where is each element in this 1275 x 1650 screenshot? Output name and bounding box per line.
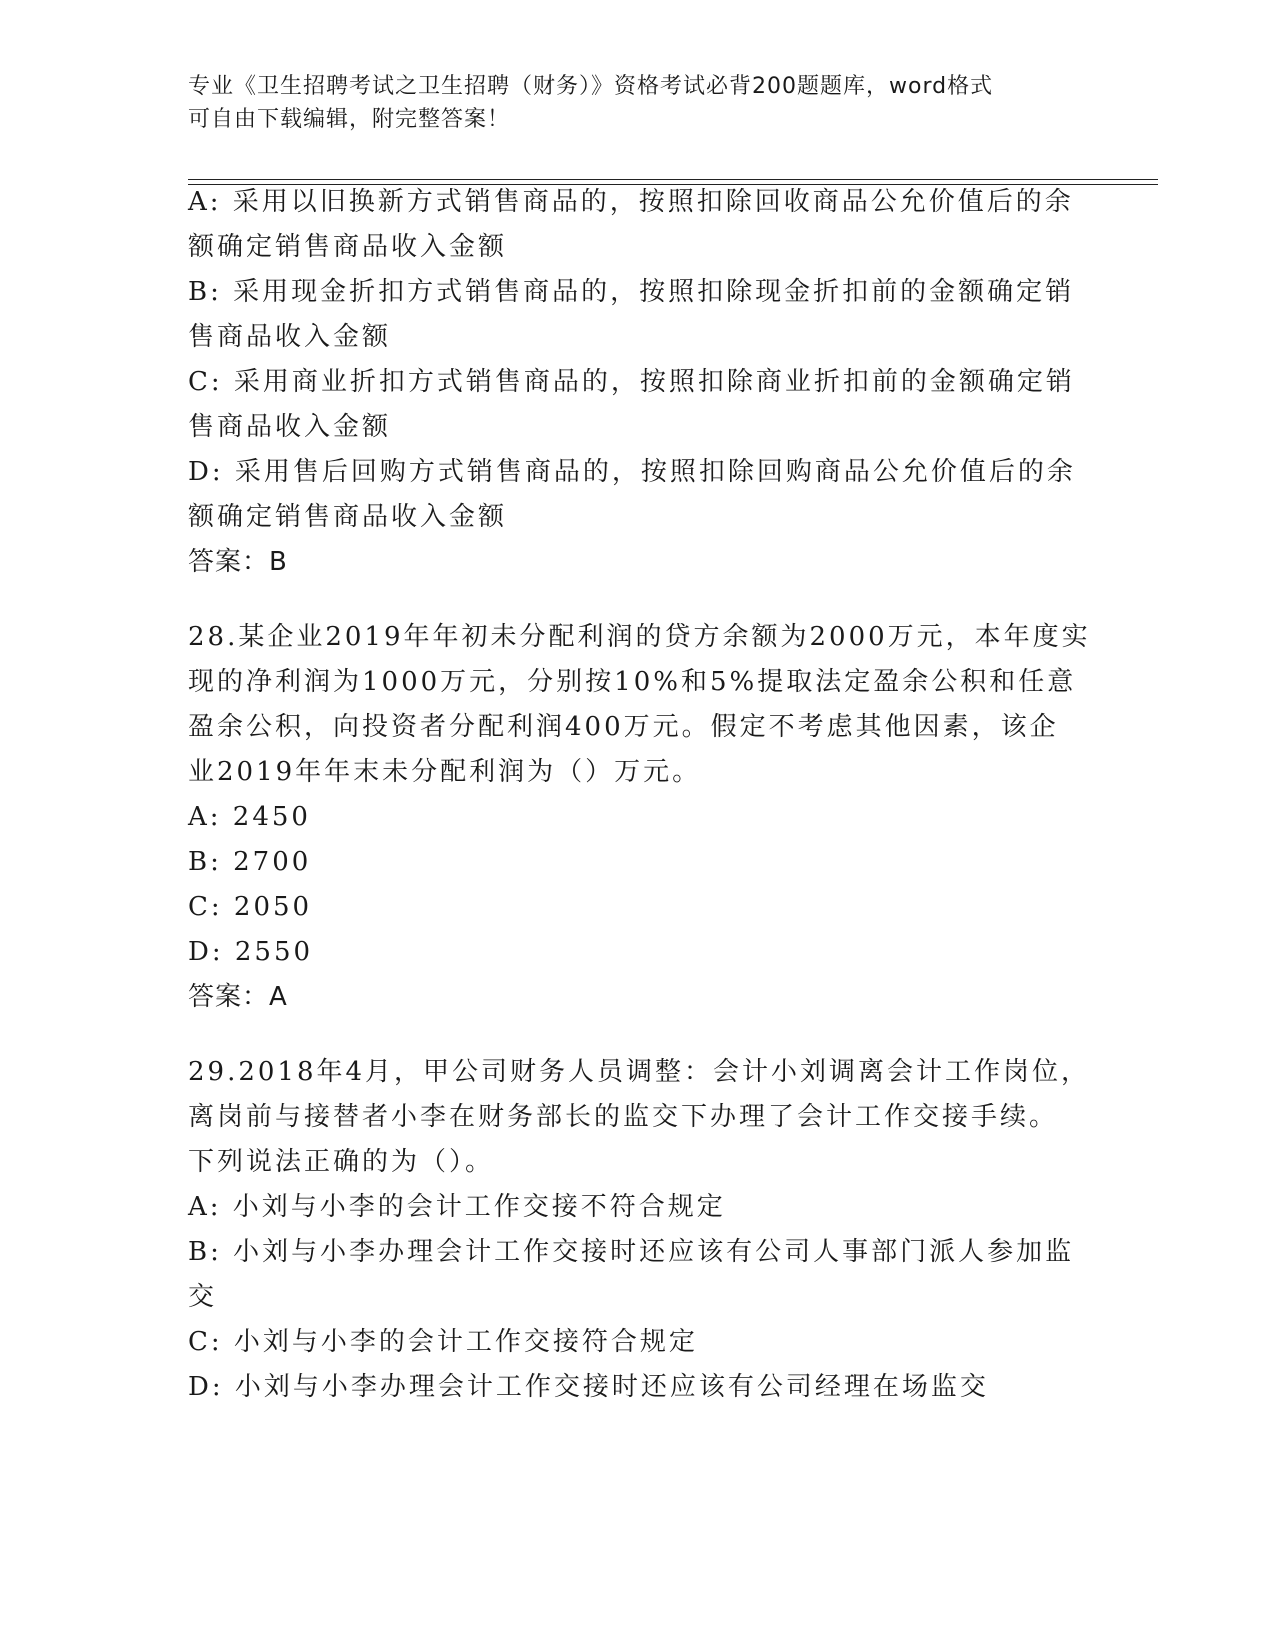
question-27-block [188, 180, 1076, 585]
q29-stem-line-3: 下列说法正确的为（）。 [188, 1147, 495, 1177]
q27-option-d-line-1: D: 采用售后回购方式销售商品的，按照扣除回购商品公允价值后的余 [188, 457, 1076, 487]
header-title-line-1: 专业《卫生招聘考试之卫生招聘（财务）》资格考试必背200题题库，word格式 [188, 74, 994, 99]
q28-stem-line-3: 盈余公积，向投资者分配利润400万元。假定不考虑其他因素，该企 [188, 712, 1059, 742]
q28-answer: 答案：A [188, 982, 288, 1012]
header-title-line-2: 可自由下载编辑，附完整答案！ [188, 107, 511, 132]
q29-option-a: A: 小刘与小李的会计工作交接不符合规定 [188, 1192, 726, 1222]
q27-option-b-line-2: 售商品收入金额 [188, 322, 392, 352]
q28-option-d: D: 2550 [188, 937, 314, 967]
q27-option-a-line-1: A: 采用以旧换新方式销售商品的，按照扣除回收商品公允价值后的余 [188, 187, 1074, 217]
q28-stem-line-2: 现的净利润为1000万元，分别按10%和5%提取法定盈余公积和任意 [188, 667, 1077, 697]
question-28-block [188, 615, 1091, 1020]
q28-stem-line-1: 28.某企业2019年年初未分配利润的贷方余额为2000万元，本年度实 [188, 622, 1091, 652]
q27-option-b-line-1: B: 采用现金折扣方式销售商品的，按照扣除现金折扣前的金额确定销 [188, 277, 1075, 307]
question-29-block [188, 1050, 1091, 1410]
q27-option-d-line-2: 额确定销售商品收入金额 [188, 502, 508, 532]
q27-option-c-line-1: C: 采用商业折扣方式销售商品的，按照扣除商业折扣前的金额确定销 [188, 367, 1075, 397]
q29-option-c: C: 小刘与小李的会计工作交接符合规定 [188, 1327, 698, 1357]
q29-option-b-line-2: 交 [188, 1282, 218, 1312]
q29-option-d: D: 小刘与小李办理会计工作交接时还应该有公司经理在场监交 [188, 1372, 989, 1402]
q28-option-b: B: 2700 [188, 847, 312, 877]
q29-option-b-line-1: B: 小刘与小李办理会计工作交接时还应该有公司人事部门派人参加监 [188, 1237, 1075, 1267]
q27-option-c-line-2: 售商品收入金额 [188, 412, 392, 442]
q28-option-c: C: 2050 [188, 892, 313, 922]
q29-stem-line-2: 离岗前与接替者小李在财务部长的监交下办理了会计工作交接手续。 [188, 1102, 1059, 1132]
q27-answer: 答案：B [188, 547, 288, 577]
q28-stem-line-4: 业2019年年末未分配利润为（）万元。 [188, 757, 702, 787]
document-header [188, 70, 1068, 136]
q29-stem-line-1: 29.2018年4月，甲公司财务人员调整：会计小刘调离会计工作岗位， [188, 1057, 1091, 1087]
q28-option-a: A: 2450 [188, 802, 311, 832]
q27-option-a-line-2: 额确定销售商品收入金额 [188, 232, 508, 262]
